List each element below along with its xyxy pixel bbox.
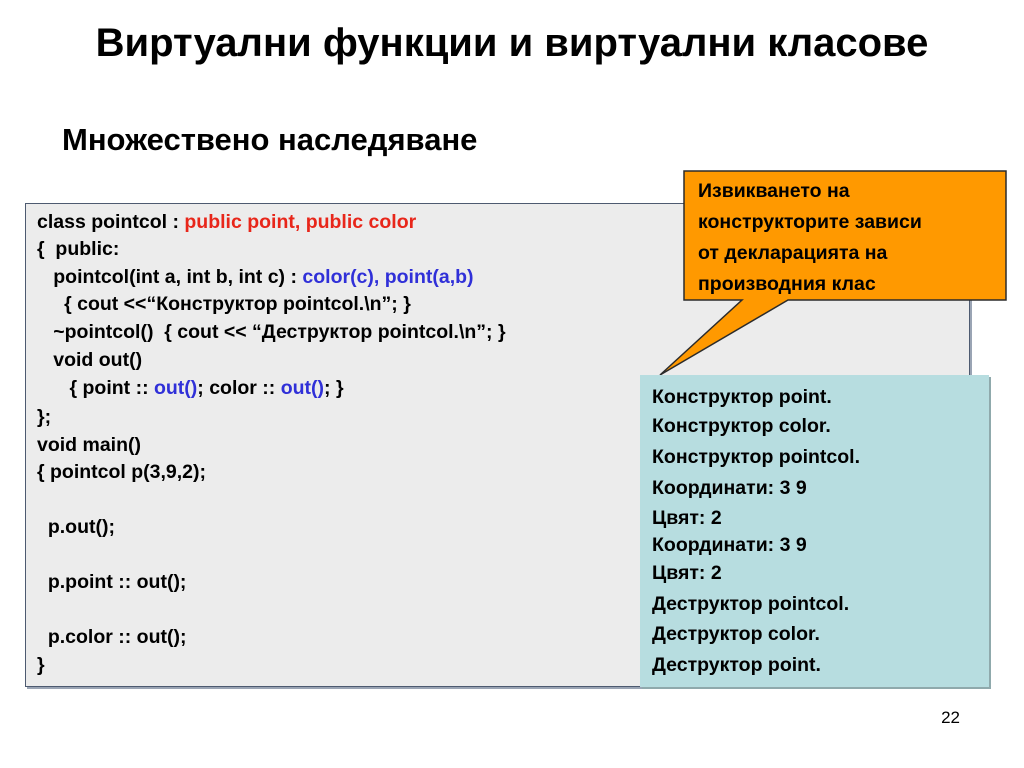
code-line-6: void out() <box>37 349 143 371</box>
code-keyword-text: public point, public color <box>184 211 417 233</box>
output-line: Конструктор pointcol. <box>652 446 861 468</box>
code-text: ; } <box>324 377 344 399</box>
code-line-10: { pointcol p(3,9,2); <box>37 461 207 483</box>
output-line: Цвят: 2 <box>652 507 722 529</box>
code-line-9: void main() <box>37 434 142 456</box>
code-call-text: color(c), point(a,b) <box>302 266 474 288</box>
code-line-12: p.point :: out(); <box>37 571 187 593</box>
code-text: { point :: <box>37 377 154 399</box>
page-number: 22 <box>941 708 960 727</box>
slide-title: Виртуални функции и виртуални класове <box>95 21 929 65</box>
slide-subtitle: Множествено наследяване <box>62 122 478 157</box>
code-call-text: out() <box>153 377 198 399</box>
code-line-14: } <box>37 654 45 676</box>
code-text: ; color :: <box>197 377 281 399</box>
output-line: Деструктор color. <box>652 623 820 645</box>
code-text: pointcol(int a, int b, int c) : <box>37 266 303 288</box>
code-call-text: out() <box>280 377 325 399</box>
code-line-11: p.out(); <box>37 516 115 538</box>
code-line-13: p.color :: out(); <box>37 626 187 648</box>
callout-text: Извикването на конструкторите зависи от декларацията на производния клас <box>698 180 922 295</box>
code-line-2: { public: <box>37 238 120 260</box>
code-line-4: { cout <<“Конструктор pointcol.\n”; } <box>37 293 411 315</box>
output-line: Деструктор pointcol. <box>652 593 850 615</box>
code-line-5: ~pointcol() { cout << “Деструктор pointcol.\n”; } <box>37 321 506 343</box>
code-text: class pointcol : <box>37 211 185 233</box>
output-line: Цвят: 2 <box>652 562 722 584</box>
output-line: Конструктор color. <box>652 415 831 437</box>
output-line: Конструктор point. <box>652 386 832 408</box>
output-line: Координати: 3 9 <box>652 534 807 556</box>
output-line: Деструктор point. <box>652 654 821 676</box>
output-line: Координати: 3 9 <box>652 477 807 499</box>
code-line-8: }; <box>37 406 52 428</box>
